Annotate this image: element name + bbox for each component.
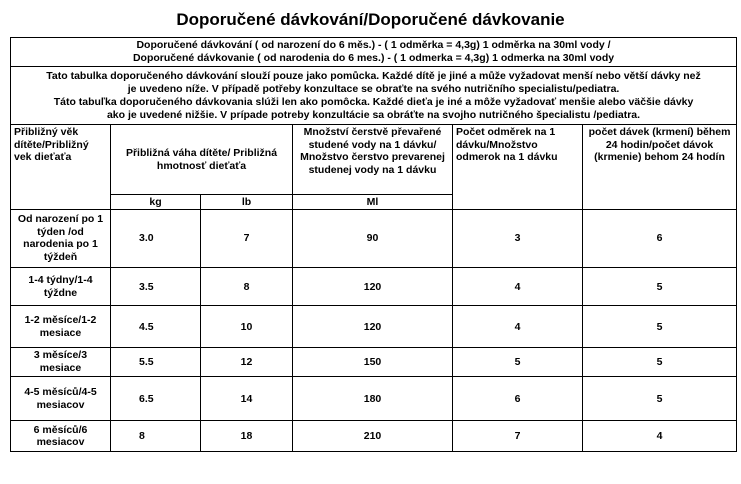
row-kg: 3.0 <box>111 209 201 267</box>
row-ml: 210 <box>293 421 453 452</box>
row-age: 1-4 týdny/1-4 týždne <box>11 267 111 306</box>
table-row <box>11 376 737 421</box>
row-ml: 120 <box>293 267 453 306</box>
row-ml: 120 <box>293 306 453 348</box>
col-header-age: Přibližný věk dítěte/Približný vek dieťaťa <box>11 125 111 209</box>
dosage-header-row <box>11 38 737 67</box>
row-kg: 6.5 <box>111 376 201 421</box>
row-lb: 18 <box>201 421 293 452</box>
unit-kg: kg <box>111 194 201 209</box>
row-lb: 10 <box>201 306 293 348</box>
col-header-scoops: Počet odměrek na 1 dávku/Množstvo odmerok na 1 dávku <box>453 125 583 209</box>
col-header-water: Množství čerstvě převařené studené vody na 1 dávku/ Množstvo čerstvo prevarenej studenej vody na 1 dávku <box>293 125 453 194</box>
table-row <box>11 209 737 267</box>
col-header-weight: Přibližná váha dítěte/ Približná hmotnosť dieťaťa <box>111 125 293 194</box>
row-feeds: 5 <box>583 306 737 348</box>
disclaimer-row <box>11 67 737 125</box>
row-kg: 8 <box>111 421 201 452</box>
dosage-line-sk: Doporučené dávkovanie ( od narodenia do 6 mes.) - ( 1 odmerka = 4,3g) 1 odmerka na 30ml vody <box>132 52 615 65</box>
disclaimer-sk-line1: Táto tabuľka doporučeného dávkovania slúži len ako pomôcka. Každé dieťa je iné a môže vyžadovať menšie alebo väčšie dávky <box>53 95 694 108</box>
table-row <box>11 306 737 348</box>
table-row <box>11 267 737 306</box>
row-lb: 14 <box>201 376 293 421</box>
row-lb: 7 <box>201 209 293 267</box>
row-age: Od narození po 1 týden /od narodenia po 1 týždeň <box>11 209 111 267</box>
disclaimer-sk-line2: ako je uvedené nižšie. V prípade potreby konzultácie sa obráťte na svojho nutričného špecialistu /pediatra. <box>106 108 641 121</box>
dosage-table <box>10 37 737 452</box>
dosage-line-cz: Doporučené dávkování ( od narození do 6 měs.) - ( 1 odměrka = 4,3g) 1 odměrka na 30ml vody / <box>136 39 611 52</box>
row-ml: 180 <box>293 376 453 421</box>
row-kg: 3.5 <box>111 267 201 306</box>
row-ml: 150 <box>293 348 453 376</box>
row-scoops: 6 <box>453 376 583 421</box>
unit-ml: Ml <box>293 194 453 209</box>
dosage-header-cell <box>11 38 737 67</box>
row-ml: 90 <box>293 209 453 267</box>
table-row <box>11 348 737 376</box>
unit-lb: lb <box>201 194 293 209</box>
col-header-feeds: počet dávek (krmení) během 24 hodin/počet dávok (krmenie) behom 24 hodín <box>583 125 737 209</box>
disclaimer-cz-line1: Tato tabulka doporučeného dávkování slouží pouze jako pomůcka. Každé dítě je jiné a může vyžadovat menší nebo větší dávky než <box>46 69 701 82</box>
row-kg: 4.5 <box>111 306 201 348</box>
row-age: 4-5 měsíců/4-5 mesiacov <box>11 376 111 421</box>
table-row <box>11 421 737 452</box>
disclaimer-cz-line2: je uvedeno níže. V případě potřeby konzultace se obraťte na svého nutričního specialistu/pediatra. <box>127 82 620 95</box>
row-feeds: 4 <box>583 421 737 452</box>
row-feeds: 5 <box>583 348 737 376</box>
disclaimer-cell <box>11 67 737 125</box>
row-feeds: 6 <box>583 209 737 267</box>
row-age: 1-2 měsíce/1-2 mesiace <box>11 306 111 348</box>
row-scoops: 4 <box>453 306 583 348</box>
row-feeds: 5 <box>583 376 737 421</box>
row-scoops: 5 <box>453 348 583 376</box>
row-lb: 8 <box>201 267 293 306</box>
row-feeds: 5 <box>583 267 737 306</box>
row-age: 6 měsíců/6 mesiacov <box>11 421 111 452</box>
row-lb: 12 <box>201 348 293 376</box>
row-scoops: 7 <box>453 421 583 452</box>
column-header-row <box>11 125 737 194</box>
row-scoops: 4 <box>453 267 583 306</box>
page-title: Doporučené dávkování/Doporučené dávkovanie <box>176 10 565 29</box>
row-scoops: 3 <box>453 209 583 267</box>
row-kg: 5.5 <box>111 348 201 376</box>
row-age: 3 měsíce/3 mesiace <box>11 348 111 376</box>
